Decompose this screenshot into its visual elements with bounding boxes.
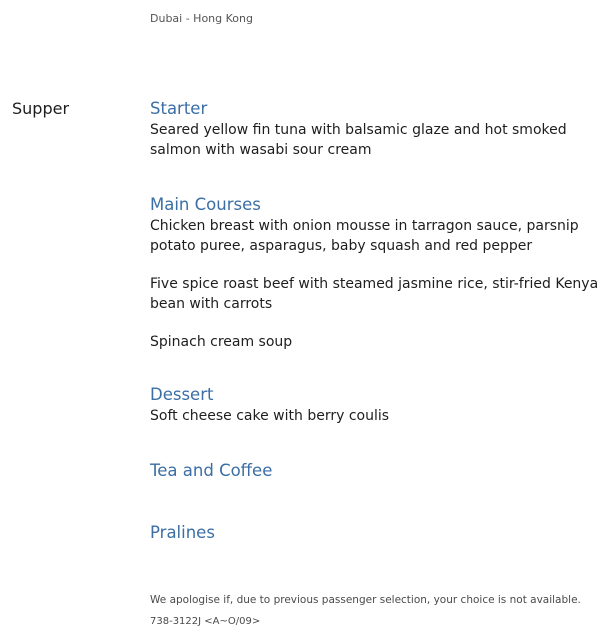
dish-item: Soft cheese cake with berry coulis	[150, 408, 390, 424]
section-starter	[150, 98, 600, 160]
availability-note: We apologise if, due to previous passenger selection, your choice is not available.	[150, 594, 581, 606]
section-tea-and-coffee	[150, 460, 600, 482]
section-title-pralines: Pralines	[150, 523, 215, 542]
section-title-tea-and-coffee: Tea and Coffee	[150, 461, 273, 480]
section-pralines	[150, 522, 600, 544]
dish-item: Five spice roast beef with steamed jasmine rice, stir-fried Kenya bean with carrots	[150, 276, 599, 312]
dish-item: Chicken breast with onion mousse in tarragon sauce, parsnip potato puree, asparagus, baby squash and red pepper	[150, 218, 579, 254]
section-main-courses	[150, 194, 600, 352]
section-title-dessert: Dessert	[150, 385, 214, 404]
section-title-starter: Starter	[150, 99, 208, 118]
section-dessert	[150, 384, 600, 426]
route-header: Dubai - Hong Kong	[150, 12, 253, 25]
section-title-main-courses: Main Courses	[150, 195, 261, 214]
dish-item: Seared yellow fin tuna with balsamic glaze and hot smoked salmon with wasabi sour cream	[150, 122, 567, 158]
menu-code: 738-3122J <A~O/09>	[150, 616, 261, 627]
meal-label: Supper	[12, 99, 70, 118]
dish-item: Spinach cream soup	[150, 334, 293, 350]
